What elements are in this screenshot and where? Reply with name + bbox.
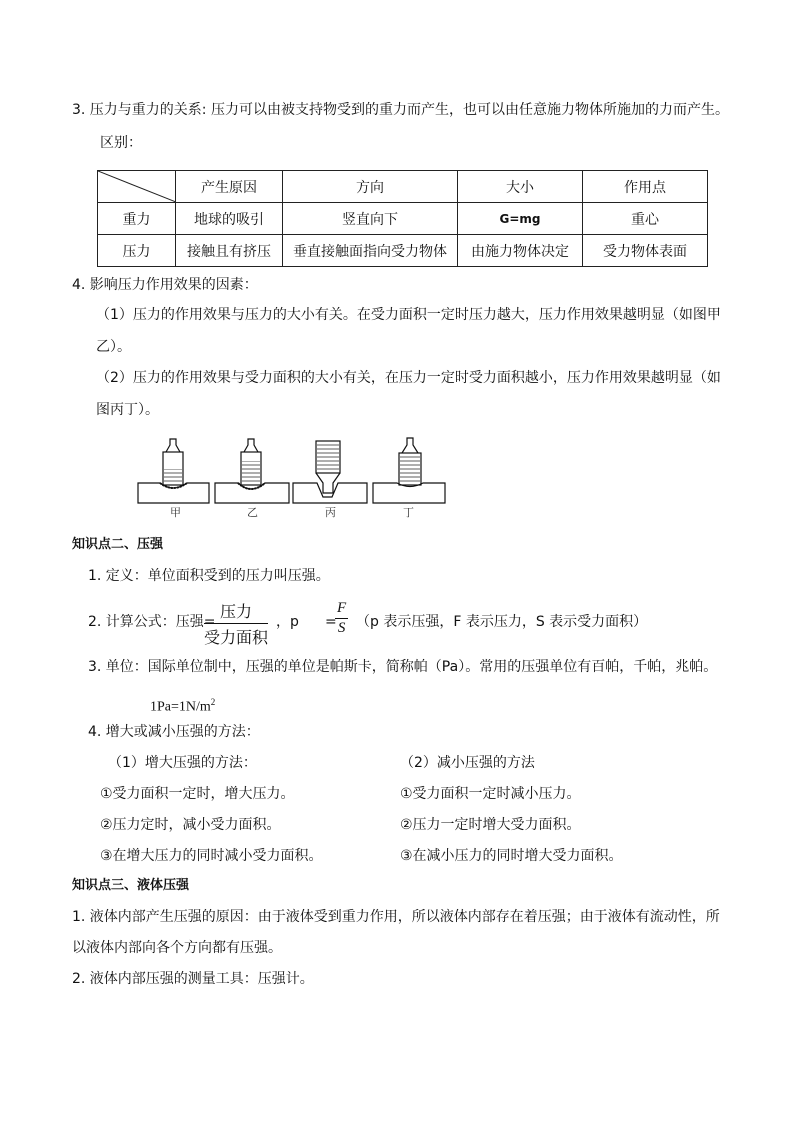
methods-title: 4. 增大或减小压强的方法：: [88, 724, 260, 740]
figure-label-bing: 丙: [325, 506, 336, 519]
table-cell: 受力物体表面: [583, 235, 708, 267]
figure-panel-jia: [138, 439, 209, 503]
table-header: 产生原因: [176, 171, 283, 203]
diagonal-corner-cell: [98, 171, 176, 203]
liquid-pressure-tool: 2. 液体内部压强的测量工具：压强计。: [72, 971, 314, 987]
figure-panel-yi: [215, 439, 289, 503]
decrease-method-2: ②压力一定时增大受力面积。: [400, 817, 581, 833]
heading-knowledge-point-2: 知识点二、压强: [72, 537, 164, 552]
figure-label-yi: 乙: [247, 506, 258, 519]
table-header-row: [98, 171, 708, 203]
row-label: 压力: [98, 235, 176, 267]
figure-label-jia: 甲: [170, 506, 181, 519]
heading-knowledge-point-3: 知识点三、液体压强: [72, 878, 190, 893]
unit-equation: [150, 692, 215, 718]
table-cell: 接触且有挤压: [176, 235, 283, 267]
liquid-pressure-line2: 以液体内部向各个方向都有压强。: [72, 940, 282, 956]
section-4-p1-line2: 乙）。: [96, 339, 131, 355]
increase-pressure-title: （1）增大压强的方法：: [108, 755, 257, 771]
table-header: 大小: [458, 171, 583, 203]
formula-denominator: 受力面积: [204, 628, 269, 647]
decrease-method-1: ①受力面积一定时减小压力。: [400, 786, 581, 802]
section-4-p1-line1: （1）压力的作用效果与压力的大小有关。在受力面积一定时压力越大，压力作用效果越明显（如图甲: [96, 307, 721, 323]
figure-panel-ding: [373, 438, 445, 503]
formula-F: F: [335, 600, 348, 619]
figure-label-ding: 丁: [403, 506, 414, 519]
formula-fraction-words: [204, 599, 268, 648]
formula-numerator: 压力: [204, 599, 268, 624]
formula-fraction-symbols: [335, 600, 348, 637]
table-header: 作用点: [583, 171, 708, 203]
liquid-pressure-line1: 1. 液体内部产生压强的原因：由于液体受到重力作用，所以液体内部存在着压强；由于液体有流动性，所: [72, 909, 720, 925]
unit-exponent: 2: [210, 697, 216, 707]
table-cell: 由施力物体决定: [458, 235, 583, 267]
increase-method-2: ②压力定时，减小受力面积。: [100, 817, 281, 833]
decrease-method-3: ③在减小压力的同时增大受力面积。: [400, 848, 623, 864]
formula-S: S: [337, 620, 346, 636]
figure-panel-bing: [293, 441, 367, 503]
row-label: 重力: [98, 203, 176, 235]
section-3-line2: 区别：: [100, 135, 142, 151]
table-cell: 竖直向下: [283, 203, 458, 235]
diagonal-line-icon: [98, 171, 176, 202]
pressure-experiment-figure: [135, 435, 447, 513]
formula-p: ，p: [276, 614, 299, 630]
gravity-pressure-table: [97, 170, 708, 267]
section-3-line1: 3. 压力与重力的关系: 压力可以由被支持物受到的重力而产生，也可以由任意施力物体所施加的力而产生。: [72, 102, 729, 118]
table-row: [98, 203, 708, 235]
table-cell: G=mg: [458, 203, 583, 235]
table-cell: 重心: [583, 203, 708, 235]
decrease-pressure-title: （2）减小压强的方法: [400, 755, 535, 771]
table-cell: 垂直接触面指向受力物体: [283, 235, 458, 267]
table-cell: 地球的吸引: [176, 203, 283, 235]
table-row: [98, 235, 708, 267]
unit-equation-text: 1Pa=1N/m: [150, 699, 211, 715]
increase-method-3: ③在增大压力的同时减小受力面积。: [100, 848, 323, 864]
table-header: 方向: [283, 171, 458, 203]
pressure-definition: 1. 定义：单位面积受到的压力叫压强。: [88, 568, 330, 584]
pressure-unit: 3. 单位：国际单位制中，压强的单位是帕斯卡，简称帕（Pa）。常用的压强单位有百帕，千帕，兆帕。: [88, 659, 718, 675]
section-4-p2-line2: 图丙丁）。: [96, 402, 159, 418]
increase-method-1: ①受力面积一定时，增大压力。: [100, 786, 295, 802]
formula-note: （p 表示压强，F 表示压力，S 表示受力面积）: [356, 614, 648, 630]
section-4-title: 4. 影响压力作用效果的因素：: [72, 277, 258, 293]
formula-equals: =: [325, 614, 337, 630]
formula-prefix: 2. 计算公式：压强=: [88, 614, 216, 630]
section-4-p2-line1: （2）压力的作用效果与受力面积的大小有关，在压力一定时受力面积越小，压力作用效果越明显（如: [96, 370, 721, 386]
